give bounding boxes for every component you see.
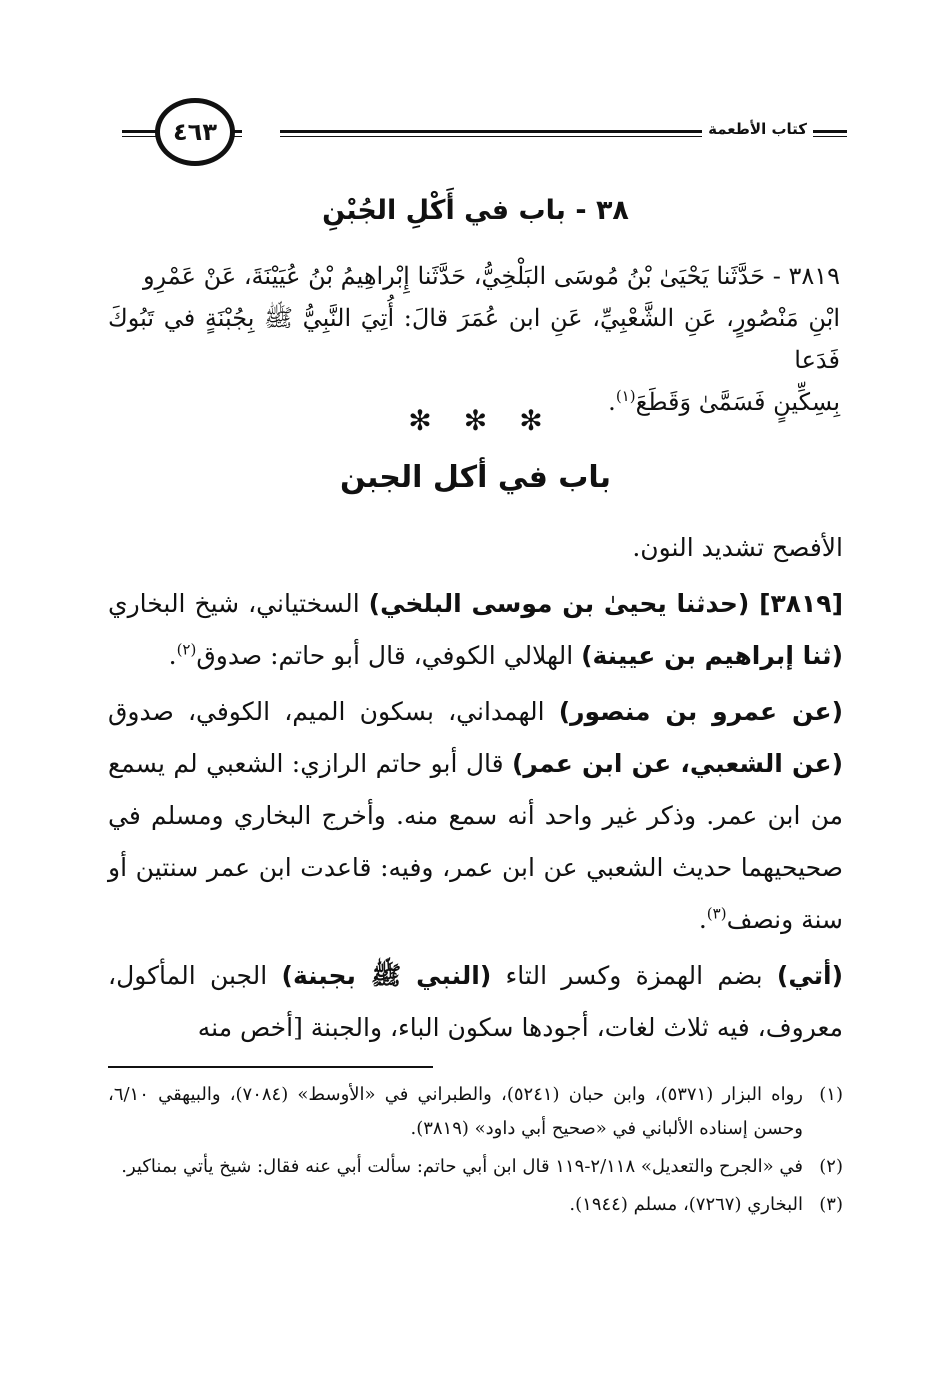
footnote-2 <box>108 1150 843 1184</box>
chapter-title: ٣٨ - باب في أَكْلِ الجُبْنِ <box>322 195 629 226</box>
hadith-line-2: ابْنِ مَنْصُورٍ، عَنِ الشَّعْبِيِّ، عَنِ ابن عُمَرَ قالَ: أُتِيَ النَّبِيُّ ﷺ بِجُبْنَةٍ في تَبُوكَ فَدَعا <box>108 304 840 374</box>
commentary-paragraph-1: الأفصح تشديد النون. <box>632 533 843 562</box>
text-segment: السختياني، شيخ البخاري <box>108 589 369 618</box>
footnote-3 <box>108 1188 843 1222</box>
footnote-number: (٢) <box>819 1156 843 1177</box>
footnote-ref-2: (٢) <box>176 640 197 659</box>
text-segment: الهمداني، بسكون الميم، الكوفي، صدوق <box>108 697 559 726</box>
text-segment: بضم الهمزة وكسر التاء <box>491 961 777 990</box>
commentary-heading: باب في أكل الجبن <box>340 460 611 495</box>
bold-segment: (عن عمرو بن منصور) <box>558 697 843 726</box>
footnote-ref-3: (٣) <box>706 904 727 923</box>
running-title: كتاب الأطعمة <box>702 120 813 138</box>
bold-segment: [٣٨١٩] (حدثنا يحيىٰ بن موسى البلخي) <box>368 589 843 618</box>
hadith-line-3-text: بِسِكِّينٍ فَسَمَّىٰ وَقَطَعَ <box>635 388 840 416</box>
footnote-text: في «الجرح والتعديل» ٢/١١٨-١١٩ قال ابن أبي حاتم: سألت أبي عنه فقال: شيخ يأتي بمناكير. <box>121 1156 803 1177</box>
text-segment: الهلالي الكوفي، قال أبو حاتم: صدوق <box>196 641 582 670</box>
hadith-line-1: ٣٨١٩ - حَدَّثَنا يَحْيَىٰ بْنُ مُوسَى البَلْخِيُّ، حَدَّثَنا إِبْراهِيمُ بْنُ عُيَيْنَةَ، عَنْ عَمْرِو <box>142 262 840 290</box>
text-segment: الجبن المأكول، معروف، فيه ثلاث لغات، أجودها سكون الباء، والجبنة [أخص منه <box>108 961 843 1042</box>
bold-segment: (عن الشعبي، عن ابن عمر) <box>512 749 843 778</box>
separator-star-icon: ✻ <box>519 404 543 437</box>
separator-star-icon: ✻ <box>463 404 488 437</box>
footnote-ref-1: (١) <box>615 387 636 405</box>
hadith-line-3: بِسِكِّينٍ فَسَمَّىٰ وَقَطَعَ$^{(١)}$. <box>608 387 840 416</box>
hadith-text <box>108 255 840 423</box>
footnotes <box>108 1078 843 1226</box>
footnote-text: البخاري (٧٢٦٧)، مسلم (١٩٤٤). <box>569 1194 803 1215</box>
bold-segment: (ثنا إبراهيم بن عيينة) <box>581 641 843 670</box>
commentary-body <box>108 522 843 1058</box>
section-separator <box>0 404 951 437</box>
commentary-paragraph-3: (عن عمرو بن منصور) الهمداني، بسكون الميم، الكوفي، صدوق (عن الشعبي، عن ابن عمر) قال أبو حاتم الرازي: الشعبي لم يسمع من ابن عمر. وذكر غير واحد أنه سمع منه. وأخرج البخاري ومسلم في صحيحيهما حديث الشعبي عن ابن عمر، وفيه: قاعدت ابن عمر سنتين أو سنة ونصف$^{(٣)}$. <box>108 697 843 934</box>
footnote-number: (٣) <box>819 1194 843 1215</box>
separator-star-icon: ✻ <box>408 404 432 437</box>
footnote-divider <box>108 1066 433 1068</box>
footnote-text: رواه البزار (٥٣٧١)، وابن حبان (٥٢٤١)، والطبراني في «الأوسط» (٧٠٨٤)، والبيهقي ٦/١٠، وحسن إسناده الألباني في «صحيح أبي داود» (٣٨١٩). <box>108 1084 804 1139</box>
footnote-1 <box>108 1078 843 1146</box>
page-header <box>0 90 951 180</box>
page-number: ٤٦٣ <box>155 98 235 166</box>
footnote-number: (١) <box>819 1084 843 1105</box>
commentary-paragraph-2: [٣٨١٩] (حدثنا يحيىٰ بن موسى البلخي) السختياني، شيخ البخاري (ثنا إبراهيم بن عيينة) الهلالي الكوفي، قال أبو حاتم: صدوق$^{(٢)}$. <box>108 589 843 670</box>
bold-segment: (أتي) <box>776 961 843 990</box>
bold-segment: (النبي ﷺ بجبنة) <box>281 961 492 990</box>
text-segment: قال أبو حاتم الرازي: الشعبي لم يسمع من ابن عمر. وذكر غير واحد أنه سمع منه. وأخرج البخاري ومسلم في صحيحيهما حديث الشعبي عن ابن عمر، وفيه: قاعدت ابن عمر سنتين أو سنة ونصف <box>108 749 843 934</box>
commentary-paragraph-4 <box>108 950 843 1054</box>
